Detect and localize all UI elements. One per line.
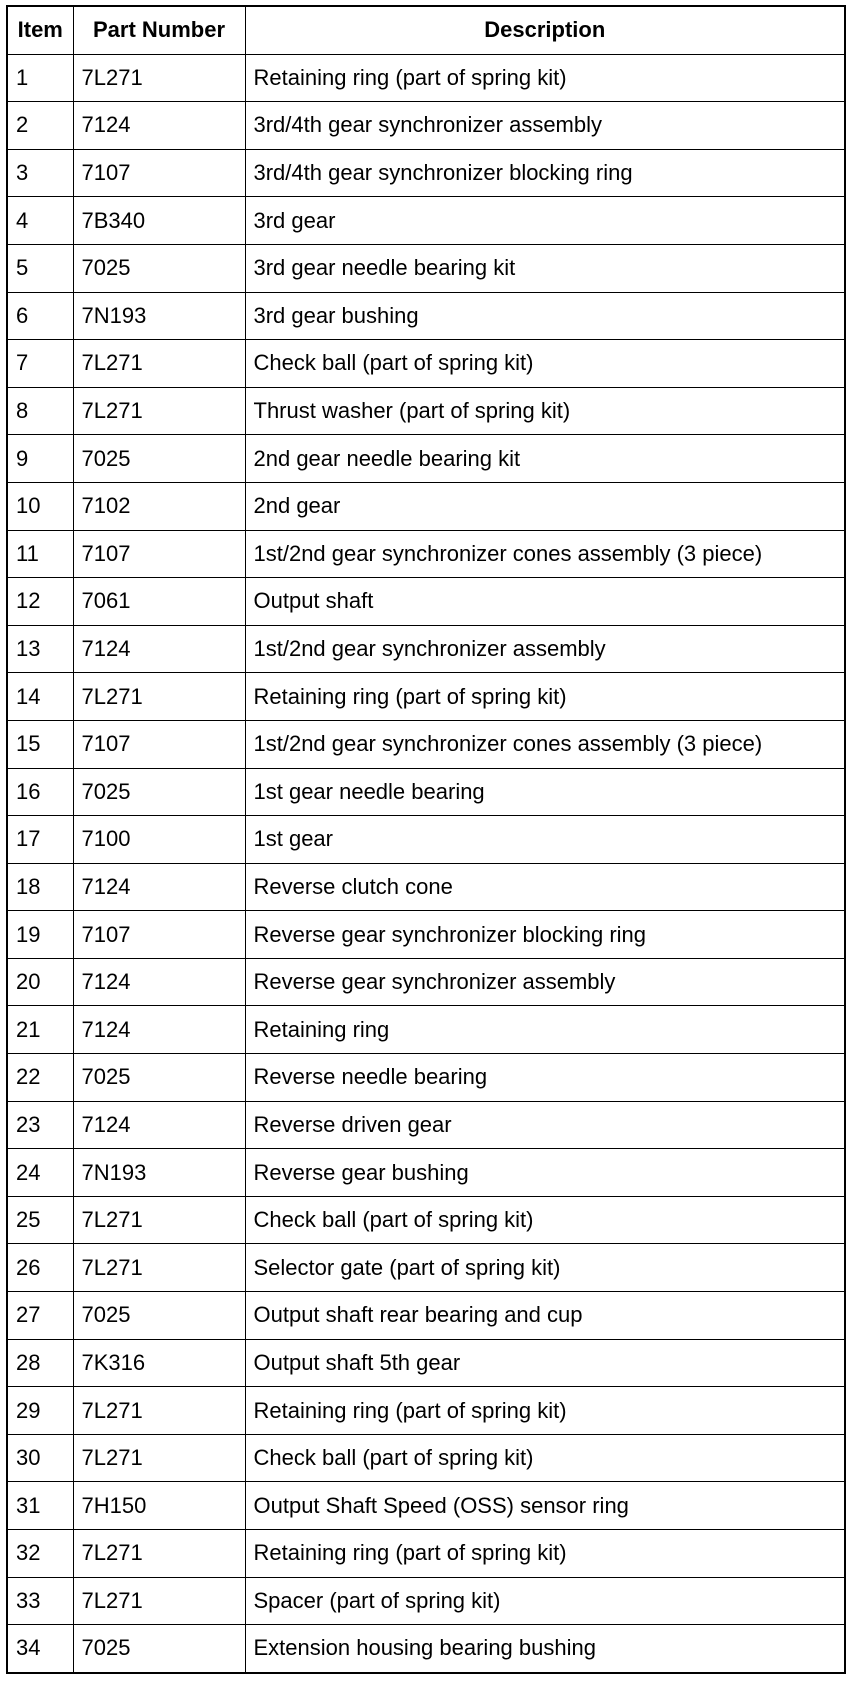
cell-item: 10 [7,482,73,530]
cell-description: Reverse driven gear [245,1101,845,1149]
cell-part-number: 7124 [73,863,245,911]
cell-description: Output Shaft Speed (OSS) sensor ring [245,1482,845,1530]
cell-part-number: 7124 [73,102,245,150]
table-row [7,1054,845,1102]
cell-description: 2nd gear needle bearing kit [245,435,845,483]
cell-description: Spacer (part of spring kit) [245,1577,845,1625]
table-row [7,149,845,197]
cell-part-number: 7124 [73,1101,245,1149]
cell-item: 2 [7,102,73,150]
cell-item: 16 [7,768,73,816]
table-row [7,1434,845,1482]
column-header-description: Description [245,6,845,54]
cell-part-number: 7L271 [73,1196,245,1244]
cell-part-number: 7L271 [73,1387,245,1435]
cell-item: 28 [7,1339,73,1387]
cell-part-number: 7025 [73,1292,245,1340]
cell-description: Thrust washer (part of spring kit) [245,387,845,435]
cell-description: 1st/2nd gear synchronizer cones assembly (3 piece) [245,530,845,578]
table-row [7,387,845,435]
table-row [7,1101,845,1149]
table-row [7,1244,845,1292]
cell-description: Retaining ring (part of spring kit) [245,673,845,721]
cell-part-number: 7025 [73,244,245,292]
cell-part-number: 7L271 [73,1244,245,1292]
cell-item: 17 [7,816,73,864]
parts-table-body [7,54,845,1673]
cell-item: 18 [7,863,73,911]
table-row [7,197,845,245]
cell-item: 23 [7,1101,73,1149]
header-row [7,6,845,54]
cell-part-number: 7L271 [73,387,245,435]
cell-item: 33 [7,1577,73,1625]
cell-description: Retaining ring (part of spring kit) [245,54,845,102]
cell-item: 7 [7,340,73,388]
cell-part-number: 7107 [73,720,245,768]
cell-part-number: 7102 [73,482,245,530]
cell-item: 1 [7,54,73,102]
cell-description: Check ball (part of spring kit) [245,1196,845,1244]
cell-part-number: 7025 [73,435,245,483]
table-row [7,578,845,626]
cell-item: 20 [7,958,73,1006]
cell-part-number: 7L271 [73,340,245,388]
cell-item: 11 [7,530,73,578]
cell-description: Output shaft 5th gear [245,1339,845,1387]
table-row [7,863,845,911]
cell-part-number: 7N193 [73,292,245,340]
cell-item: 5 [7,244,73,292]
cell-part-number: 7061 [73,578,245,626]
table-row [7,1387,845,1435]
cell-part-number: 7107 [73,149,245,197]
cell-part-number: 7025 [73,768,245,816]
cell-part-number: 7L271 [73,1530,245,1578]
cell-part-number: 7107 [73,911,245,959]
cell-item: 34 [7,1625,73,1673]
cell-part-number: 7L271 [73,1434,245,1482]
column-header-item: Item [7,6,73,54]
cell-item: 15 [7,720,73,768]
cell-item: 12 [7,578,73,626]
cell-part-number: 7L271 [73,1577,245,1625]
cell-part-number: 7N193 [73,1149,245,1197]
cell-item: 22 [7,1054,73,1102]
cell-part-number: 7B340 [73,197,245,245]
table-row [7,1292,845,1340]
cell-part-number: 7L271 [73,673,245,721]
cell-part-number: 7025 [73,1625,245,1673]
table-row [7,54,845,102]
cell-item: 9 [7,435,73,483]
cell-description: Reverse gear synchronizer assembly [245,958,845,1006]
column-header-part-number: Part Number [73,6,245,54]
cell-part-number: 7H150 [73,1482,245,1530]
cell-item: 8 [7,387,73,435]
cell-item: 21 [7,1006,73,1054]
cell-description: 3rd gear needle bearing kit [245,244,845,292]
cell-description: Retaining ring [245,1006,845,1054]
cell-part-number: 7100 [73,816,245,864]
cell-description: Output shaft [245,578,845,626]
table-row [7,816,845,864]
cell-description: Reverse needle bearing [245,1054,845,1102]
cell-item: 31 [7,1482,73,1530]
table-row [7,1149,845,1197]
cell-part-number: 7025 [73,1054,245,1102]
cell-description: 1st/2nd gear synchronizer cones assembly (3 piece) [245,720,845,768]
cell-item: 19 [7,911,73,959]
cell-description: Reverse clutch cone [245,863,845,911]
cell-description: 1st gear [245,816,845,864]
cell-description: 3rd/4th gear synchronizer blocking ring [245,149,845,197]
cell-item: 30 [7,1434,73,1482]
table-row [7,720,845,768]
cell-description: Extension housing bearing bushing [245,1625,845,1673]
table-row [7,530,845,578]
table-row [7,625,845,673]
cell-description: Reverse gear bushing [245,1149,845,1197]
cell-description: Retaining ring (part of spring kit) [245,1387,845,1435]
cell-part-number: 7124 [73,625,245,673]
cell-item: 14 [7,673,73,721]
cell-description: Check ball (part of spring kit) [245,1434,845,1482]
cell-item: 24 [7,1149,73,1197]
cell-item: 25 [7,1196,73,1244]
cell-item: 26 [7,1244,73,1292]
table-row [7,1339,845,1387]
table-row [7,1482,845,1530]
table-row [7,1577,845,1625]
table-row [7,1530,845,1578]
cell-description: 3rd gear [245,197,845,245]
cell-description: 1st gear needle bearing [245,768,845,816]
table-row [7,673,845,721]
cell-item: 13 [7,625,73,673]
table-row [7,911,845,959]
cell-item: 29 [7,1387,73,1435]
table-row [7,102,845,150]
table-row [7,768,845,816]
cell-item: 27 [7,1292,73,1340]
table-row [7,1196,845,1244]
cell-part-number: 7107 [73,530,245,578]
cell-description: 2nd gear [245,482,845,530]
cell-part-number: 7L271 [73,54,245,102]
cell-part-number: 7K316 [73,1339,245,1387]
cell-description: Output shaft rear bearing and cup [245,1292,845,1340]
table-row [7,1006,845,1054]
cell-description: Check ball (part of spring kit) [245,340,845,388]
cell-item: 4 [7,197,73,245]
table-row [7,244,845,292]
cell-description: 3rd gear bushing [245,292,845,340]
table-row [7,482,845,530]
parts-table [6,5,846,1674]
cell-description: 1st/2nd gear synchronizer assembly [245,625,845,673]
table-row [7,340,845,388]
cell-description: Retaining ring (part of spring kit) [245,1530,845,1578]
cell-description: Selector gate (part of spring kit) [245,1244,845,1292]
cell-item: 3 [7,149,73,197]
cell-description: 3rd/4th gear synchronizer assembly [245,102,845,150]
table-row [7,958,845,1006]
table-row [7,1625,845,1673]
cell-part-number: 7124 [73,958,245,1006]
cell-description: Reverse gear synchronizer blocking ring [245,911,845,959]
cell-part-number: 7124 [73,1006,245,1054]
table-row [7,435,845,483]
cell-item: 32 [7,1530,73,1578]
cell-item: 6 [7,292,73,340]
table-row [7,292,845,340]
